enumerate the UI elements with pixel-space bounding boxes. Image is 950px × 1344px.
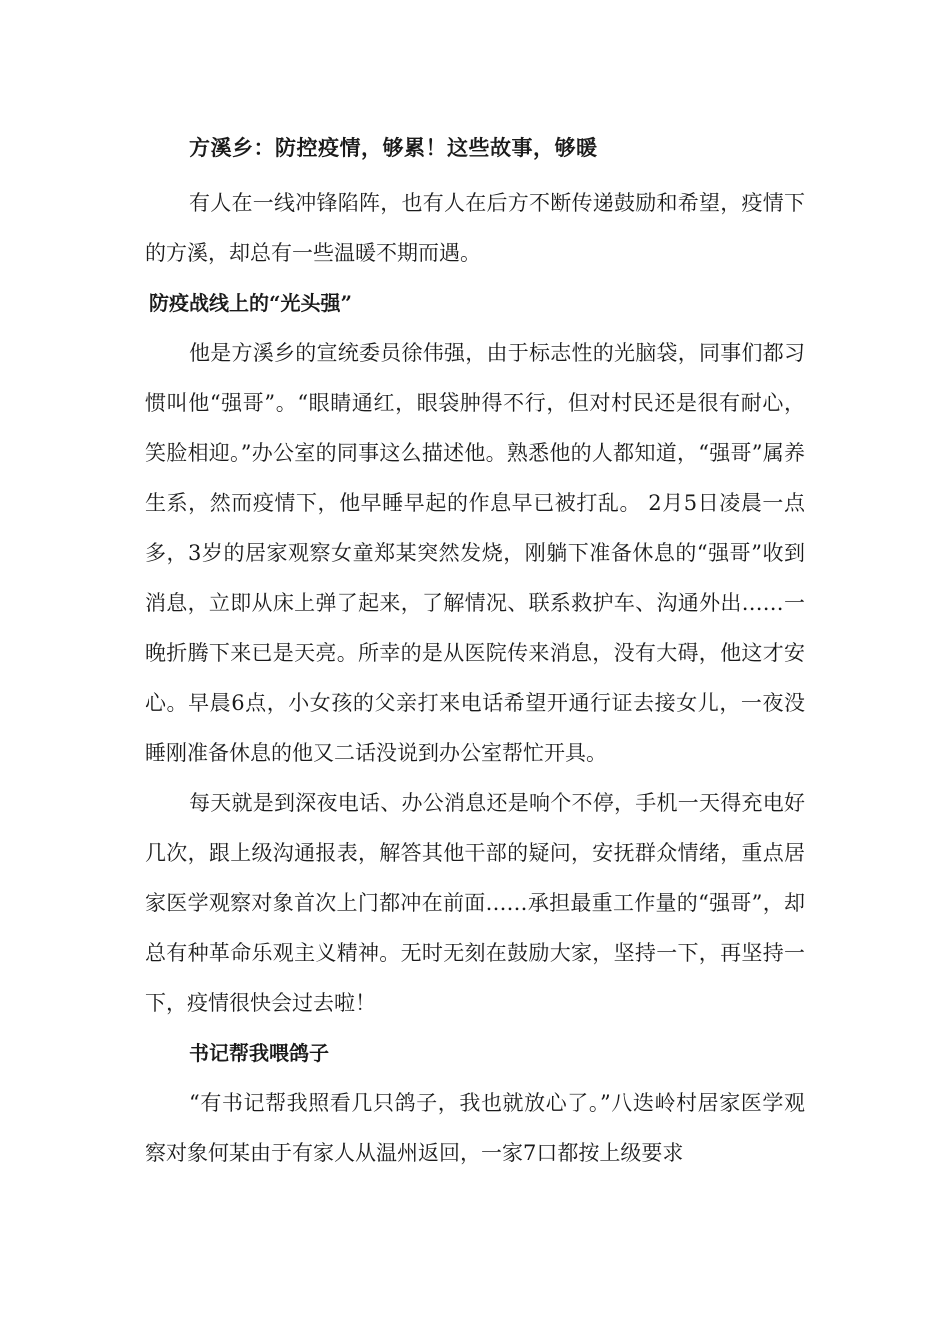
- section2-paragraph-1: “有书记帮我照看几只鸽子，我也就放心了。”八迭岭村居家医学观察对象何某由于有家人从温州返回，一家7口都按上级要求: [145, 1091, 805, 1165]
- section-heading-bald-qiang: 防疫战线上的“光头强”: [149, 291, 353, 315]
- intro-paragraph: 有人在一线冲锋陷阵，也有人在后方不断传递鼓励和希望，疫情下的方溪，却总有一些温暖不期而遇。: [145, 191, 805, 265]
- section-heading-pigeons: 书记帮我喂鸽子: [189, 1041, 329, 1065]
- section1-paragraph-1: 他是方溪乡的宣统委员徐伟强，由于标志性的光脑袋，同事们都习惯叫他“强哥”。“眼睛通红，眼袋肿得不行，但对村民还是很有耐心，笑脸相迎。”办公室的同事这么描述他。熟悉他的人都知道，“强哥”属养生系，然而疫情下，他早睡早起的作息早已被打乱。 2月5日凌晨一点多，3岁的居家观察女童郑某突然发烧，刚躺下准备休息的“强哥”收到消息，立即从床上弹了起来，了解情况、联系救护车、沟通外出……一晚折腾下来已是天亮。所幸的是从医院传来消息，没有大碍，他这才安心。早晨6点，小女孩的父亲打来电话希望开通行证去接女儿，一夜没睡刚准备休息的他又二话没说到办公室帮忙开具。: [145, 341, 805, 765]
- document-page: [145, 128, 805, 1178]
- document-title: 方溪乡：防控疫情，够累！这些故事，够暖: [189, 135, 598, 160]
- section1-paragraph-2: 每天就是到深夜电话、办公消息还是响个不停，手机一天得充电好几次，跟上级沟通报表，解答其他干部的疑问，安抚群众情绪，重点居家医学观察对象首次上门都冲在前面……承担最重工作量的“强哥”，却总有种革命乐观主义精神。无时无刻在鼓励大家，坚持一下，再坚持一下，疫情很快会过去啦！: [145, 791, 805, 1015]
